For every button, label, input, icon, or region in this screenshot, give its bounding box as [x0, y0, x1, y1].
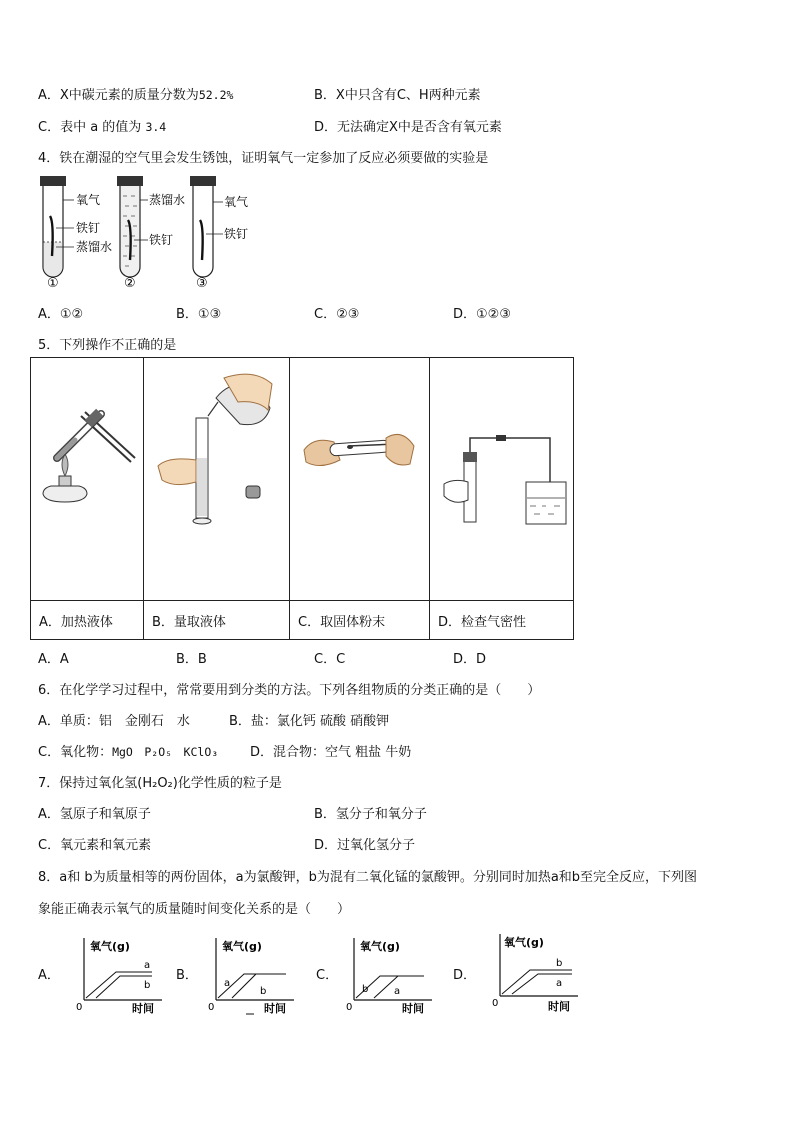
q4-option-b[interactable]: B．①③	[176, 307, 222, 322]
q7-option-c[interactable]: C．氧元素和氧元素	[38, 838, 152, 853]
graph-c-curve-b: b	[362, 984, 369, 995]
tube-3	[190, 176, 248, 291]
q5-image-d	[430, 358, 574, 601]
q3-option-c-value: 3.4	[145, 120, 167, 134]
q3-option-b[interactable]: B．X中只含有C、H两种元素	[314, 88, 481, 103]
graph-a-ylabel: 氧气(g)	[90, 940, 130, 953]
q6-option-c-formulas: MgO P₂O₅ KClO₃	[112, 745, 219, 759]
graph-a-curve-b: b	[144, 980, 151, 991]
q3-option-a-value: 52.2%	[198, 88, 234, 102]
graph-b-curve-b: b	[260, 986, 267, 997]
q3-option-a-text: A．X中碳元素的质量分数为	[38, 88, 199, 103]
checking-airtightness-illustration	[430, 358, 573, 596]
q6-option-c-label: C．氧化物：	[38, 745, 113, 760]
tube1-number: ①	[47, 276, 59, 291]
q5-caption-b: B．量取液体	[144, 601, 290, 640]
q8-stem-line1: 8．a和 b为质量相等的两份固体，a为氯酸钾，b为混有二氧化锰的氯酸钾。分别同时加热a和b至完全反应，下列图	[38, 870, 698, 885]
q6-option-c[interactable]	[38, 741, 218, 760]
q8-graph-a	[70, 932, 170, 1016]
q5-caption-a: A．加热液体	[31, 601, 144, 640]
graph-c-curve-a: a	[394, 986, 401, 997]
q7-option-b[interactable]: B．氢分子和氧分子	[314, 807, 427, 822]
q5-image-c	[290, 358, 430, 601]
tube-1	[40, 176, 112, 291]
tube2-label-nail: 铁钉	[149, 233, 174, 247]
q8-option-c-letter[interactable]: C．	[316, 968, 339, 983]
q6-stem: 6．在化学学习过程中，常常要用到分类的方法。下列各组物质的分类正确的是（ ）	[38, 683, 541, 698]
q7-option-a[interactable]: A．氢原子和氧原子	[38, 807, 151, 822]
tube1-label-nail: 铁钉	[76, 221, 101, 235]
graph-b-curve-a: a	[224, 978, 231, 989]
q8-graph-b	[202, 932, 302, 1016]
heating-liquid-illustration	[31, 358, 143, 596]
q8-stem-line2: 象能正确表示氧气的质量随时间变化关系的是（ ）	[38, 902, 351, 917]
graph-c-ylabel: 氧气(g)	[360, 940, 400, 953]
q7-stem: 7．保持过氧化氢(H₂O₂)化学性质的粒子是	[38, 776, 282, 791]
q4-tubes-figure	[30, 172, 260, 292]
tube1-label-water: 蒸馏水	[76, 240, 113, 254]
q7-option-d[interactable]: D．过氧化氢分子	[314, 838, 416, 853]
q6-option-b[interactable]: B．盐：氯化钙 硫酸 硝酸钾	[229, 714, 390, 729]
q8-option-b-letter[interactable]: B．	[176, 968, 198, 983]
q5-option-d[interactable]: D．D	[453, 652, 487, 667]
graph-a-xlabel: 时间	[132, 1002, 154, 1015]
graph-d-curve-b: b	[556, 958, 563, 969]
graph-d-curve-a: a	[556, 978, 563, 989]
q6-option-d[interactable]: D．混合物：空气 粗盐 牛奶	[250, 745, 412, 760]
q4-option-d[interactable]: D．①②③	[453, 307, 511, 322]
graph-c-origin: 0	[346, 1002, 353, 1013]
q3-option-a[interactable]	[38, 84, 233, 103]
q5-caption-c: C．取固体粉末	[290, 601, 430, 640]
graph-b-origin: 0	[208, 1002, 215, 1013]
tube3-label-nail: 铁钉	[224, 227, 249, 241]
q5-option-a[interactable]: A．A	[38, 652, 69, 667]
q5-operations-table	[30, 357, 574, 640]
graph-b-xlabel: 时间	[264, 1002, 286, 1015]
q5-option-b[interactable]: B．B	[176, 652, 207, 667]
graph-d-ylabel: 氧气(g)	[504, 936, 544, 949]
q5-image-a	[31, 358, 144, 601]
graph-a-origin: 0	[76, 1002, 83, 1013]
q8-option-a-letter[interactable]: A．	[38, 968, 60, 983]
q3-option-d[interactable]: D．无法确定X中是否含有氧元素	[314, 120, 502, 135]
tube2-number: ②	[124, 276, 136, 291]
tube1-label-oxygen: 氧气	[76, 193, 101, 207]
q3-option-c-text: C．表中 a 的值为	[38, 120, 142, 135]
q6-option-a[interactable]: A．单质：铝 金刚石 水	[38, 714, 190, 729]
q4-stem: 4．铁在潮湿的空气里会发生锈蚀，证明氧气一定参加了反应必须要做的实验是	[38, 151, 489, 166]
q8-option-d-letter[interactable]: D．	[453, 968, 477, 983]
graph-c-xlabel: 时间	[402, 1002, 424, 1015]
q5-option-c[interactable]: C．C	[314, 652, 346, 667]
tube2-label-water: 蒸馏水	[149, 193, 186, 207]
tube3-label-oxygen: 氧气	[224, 195, 249, 209]
graph-b-ylabel: 氧气(g)	[222, 940, 262, 953]
graph-d-origin: 0	[492, 998, 499, 1009]
graph-d-xlabel: 时间	[548, 1000, 570, 1013]
q5-image-b	[144, 358, 290, 601]
tube-2	[117, 176, 185, 291]
q5-stem: 5．下列操作不正确的是	[38, 338, 177, 353]
tube3-number: ③	[196, 276, 208, 291]
taking-powder-illustration	[290, 358, 429, 596]
q3-option-c[interactable]	[38, 116, 166, 135]
q8-graph-c	[340, 932, 440, 1016]
q4-option-a[interactable]: A．①②	[38, 307, 84, 322]
measuring-liquid-illustration	[144, 358, 289, 596]
q4-option-c[interactable]: C．②③	[314, 307, 360, 322]
q8-graph-d	[486, 928, 586, 1016]
graph-a-curve-a: a	[144, 960, 151, 971]
q5-caption-d: D．检查气密性	[430, 601, 574, 640]
